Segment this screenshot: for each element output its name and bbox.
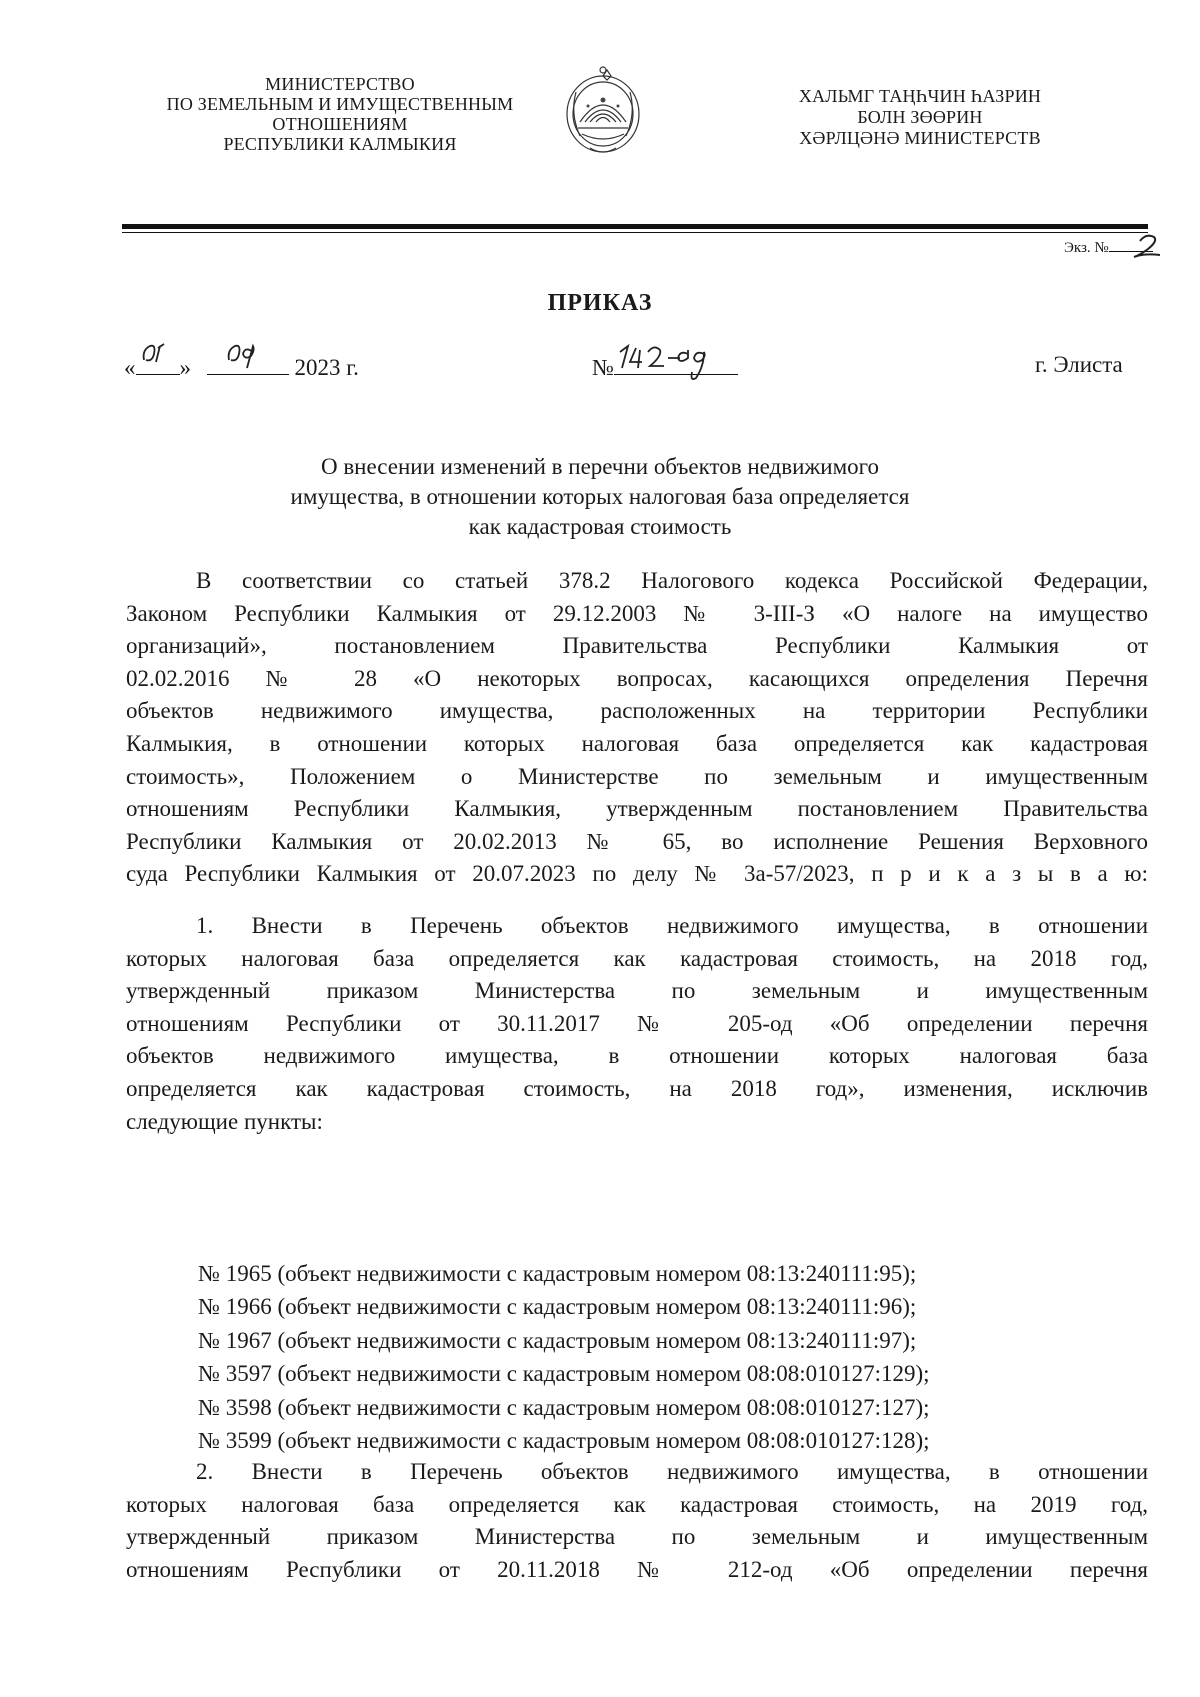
- preamble-line: Республики Калмыкия от 20.02.2013 № 65, во исполнение Решения Верховного: [126, 828, 1148, 854]
- handwritten-order-number: [614, 338, 738, 388]
- ministry-name-russian: [140, 74, 540, 154]
- ministry-name-line: ОТНОШЕНИЯМ: [272, 114, 408, 134]
- clause-2-paragraph: [126, 1456, 1148, 1586]
- subject-line: О внесении изменений в перечни объектов недвижимого: [320, 454, 880, 479]
- clause-1-paragraph: [126, 910, 1148, 1138]
- ministry-name-line: МИНИСТЕРСТВО: [265, 74, 415, 94]
- preamble-paragraph: [126, 565, 1148, 891]
- preamble-line: Калмыкия, в отношении которых налоговая база определяется как кадастровая: [126, 730, 1148, 756]
- copy-number: [1064, 237, 1153, 257]
- subject-line: как кадастровая стоимость: [468, 514, 732, 539]
- subject-line: имущества, в отношении которых налоговая база определяется: [290, 484, 910, 509]
- order-subject: [0, 452, 1200, 542]
- clause-1-line: отношениям Республики от 30.11.2017 № 205-од «Об определении перечня: [126, 1010, 1148, 1036]
- list-item: № 1966 (объект недвижимости с кадастровым номером 08:13:240111:96);: [198, 1294, 917, 1320]
- coat-of-arms-icon: [558, 62, 648, 162]
- list-item: № 3598 (объект недвижимости с кадастровым номером 08:08:010127:127);: [198, 1394, 930, 1420]
- clause-1-line: которых налоговая база определяется как кадастровая стоимость, на 2018 год,: [126, 945, 1148, 971]
- clause-2-line: отношениям Республики от 20.11.2018 № 212-од «Об определении перечня: [126, 1556, 1148, 1582]
- order-city: г. Элиста: [1035, 352, 1123, 377]
- list-item: № 1967 (объект недвижимости с кадастровым номером 08:13:240111:97);: [198, 1327, 917, 1353]
- clause-2-line: которых налоговая база определяется как кадастровая стоимость, на 2019 год,: [126, 1491, 1148, 1517]
- date-month-field: [207, 352, 289, 375]
- excluded-items-list: [198, 1257, 930, 1457]
- preamble-line: В соответствии со статьей 378.2 Налогового кодекса Российской Федерации,: [196, 568, 1148, 593]
- clause-1-line: 1. Внести в Перечень объектов недвижимого имущества, в отношении: [196, 913, 1148, 938]
- clause-2-line: 2. Внести в Перечень объектов недвижимого имущества, в отношении: [196, 1459, 1148, 1484]
- ministry-name-line: ПО ЗЕМЕЛЬНЫМ И ИМУЩЕСТВЕННЫМ: [166, 94, 514, 114]
- handwritten-month: [207, 338, 289, 368]
- date-day-field: [136, 352, 180, 375]
- preamble-line: объектов недвижимого имущества, расположенных на территории Республики: [126, 698, 1148, 724]
- order-date: [124, 352, 359, 381]
- list-item: № 3597 (объект недвижимости с кадастровым номером 08:08:010127:129);: [198, 1361, 930, 1387]
- preamble-line: отношениям Республики Калмыкия, утвержденным постановлением Правительства: [126, 796, 1148, 822]
- ministry-name-kalmyk: [760, 86, 1080, 149]
- preamble-line: стоимость», Положением о Министерстве по земельным и имущественным: [126, 763, 1148, 789]
- handwritten-day: [136, 338, 180, 368]
- list-item: № 3599 (объект недвижимости с кадастровым номером 08:08:010127:128);: [198, 1428, 930, 1454]
- ministry-name-line: БОЛН ЗӨӨРИН: [857, 107, 983, 127]
- date-year: 2023 г.: [294, 355, 359, 380]
- date-close-quote: »: [179, 355, 191, 380]
- date-open-quote: «: [124, 355, 136, 380]
- order-number-field: [614, 352, 738, 375]
- clause-2-line: утвержденный приказом Министерства по земельным и имущественным: [126, 1524, 1148, 1550]
- clause-1-line: следующие пункты:: [126, 1108, 323, 1134]
- order-number: [592, 352, 738, 381]
- header-divider-thin: [122, 232, 1148, 233]
- preamble-line: Законом Республики Калмыкия от 29.12.2003 № 3-III-З «О налоге на имущество: [126, 600, 1148, 626]
- order-number-label: №: [592, 355, 614, 380]
- preamble-line: суда Республики Калмыкия от 20.07.2023 по делу № 3а-57/2023, п р и к а з ы в а ю:: [126, 861, 1148, 887]
- preamble-line: 02.02.2016 № 28 «О некоторых вопросах, касающихся определения Перечня: [126, 665, 1148, 691]
- handwritten-copy-number: [1126, 231, 1176, 259]
- ministry-name-line: РЕСПУБЛИКИ КАЛМЫКИЯ: [223, 134, 457, 154]
- list-item: № 1965 (объект недвижимости с кадастровым номером 08:13:240111:95);: [198, 1261, 917, 1286]
- document-title: ПРИКАЗ: [547, 290, 653, 316]
- clause-1-line: объектов недвижимого имущества, в отношении которых налоговая база: [126, 1043, 1148, 1069]
- ministry-name-line: ХАЛЬМГ ТАҢҺЧИН ҺАЗРИН: [798, 86, 1042, 106]
- ministry-name-line: ХӘРЛЦӘНӘ МИНИСТЕРСТВ: [799, 128, 1041, 148]
- preamble-line: организаций», постановлением Правительства Республики Калмыкия от: [126, 633, 1148, 659]
- clause-1-line: определяется как кадастровая стоимость, на 2018 год», изменения, исключив: [126, 1075, 1148, 1101]
- clause-1-line: утвержденный приказом Министерства по земельным и имущественным: [126, 978, 1148, 1004]
- header-divider-thick: [122, 224, 1148, 229]
- copy-number-label: Экз. №: [1064, 240, 1109, 256]
